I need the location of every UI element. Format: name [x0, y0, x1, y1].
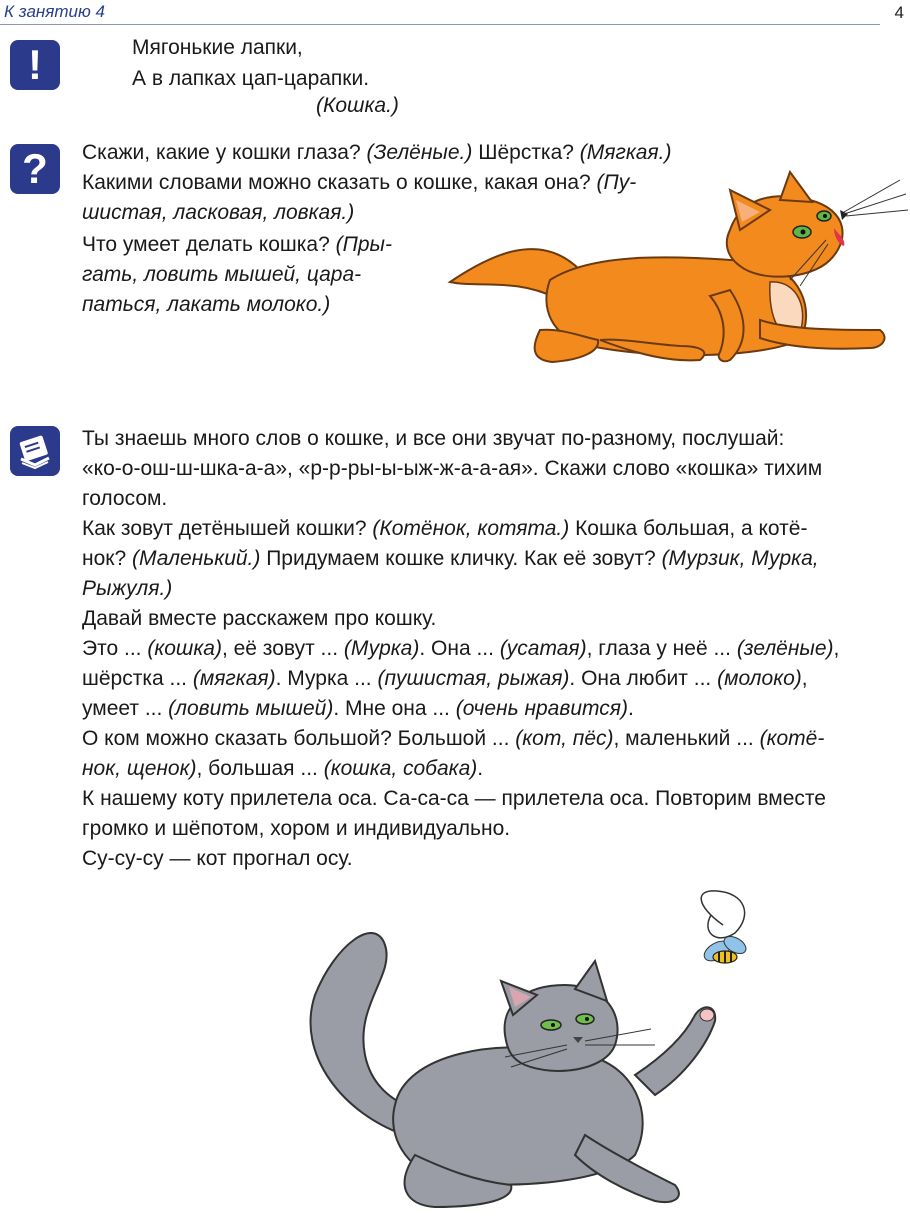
answer-segment: (котё-: [759, 727, 825, 750]
answer-segment: (усатая): [499, 637, 587, 660]
answer-segment: (Котёнок, котята.): [372, 517, 570, 540]
question-glyph: ?: [22, 145, 48, 192]
answer-segment: (Мурзик, Мурка,: [661, 547, 819, 570]
exclamation-glyph: !: [28, 41, 42, 88]
text-line: [82, 664, 910, 694]
text-line: Ты знаешь много слов о кошке, и все они звучат по-разному, послушай:: [82, 427, 785, 450]
header-divider: [0, 24, 880, 25]
answer-segment: (зелёные): [736, 637, 834, 660]
text-segment: умеет ...: [82, 697, 169, 720]
text-line: «ко-о-ош-ш-шка-а-а», «р-р-ры-ы-ыж-ж-а-а-ая». Скажи слово «кошка» тихим: [82, 457, 823, 480]
text-line: голосом.: [82, 487, 168, 510]
text-segment: Что умеет делать кошка?: [82, 233, 336, 256]
text-line: громко и шёпотом, хором и индивидуально.: [82, 817, 511, 840]
question-line-6: паться, лакать молоко.): [82, 293, 331, 316]
text-segment: ,: [801, 667, 808, 690]
text-segment: .: [477, 757, 484, 780]
answer-segment: (пушистая, рыжая): [377, 667, 570, 690]
answer-segment: нок, щенок): [82, 757, 197, 780]
text-segment: . Она любит ...: [569, 667, 718, 690]
text-line: [82, 514, 910, 544]
question-line-3: шистая, ласковая, ловкая.): [82, 201, 355, 224]
text-segment: нок?: [82, 547, 132, 570]
text-line: Су-су-су — кот прогнал осу.: [82, 847, 353, 870]
answer-segment: (Зелёные.): [366, 141, 473, 164]
answer-segment: (кошка, собака): [323, 757, 478, 780]
riddle-line-1: Мягонькие лапки,: [132, 36, 303, 59]
text-line: [82, 544, 910, 574]
question-line-4: [82, 230, 392, 260]
text-segment: ,: [833, 637, 840, 660]
page-header: [0, 0, 910, 30]
text-segment: . Мне она ...: [333, 697, 456, 720]
text-segment: Это ...: [82, 637, 148, 660]
question-line-1: [82, 138, 671, 168]
riddle-line-2: А в лапках цап-царапки.: [132, 67, 370, 90]
question-icon: [10, 144, 60, 194]
answer-segment: (очень нравится): [455, 697, 628, 720]
answer-segment: (кот, пёс): [515, 727, 614, 750]
text-segment: Какими словами можно сказать о кошке, какая она?: [82, 171, 597, 194]
text-segment: О ком можно сказать большой? Большой ...: [82, 727, 516, 750]
exclamation-icon: [10, 40, 60, 90]
text-line: Давай вместе расскажем про кошку.: [82, 607, 437, 630]
text-line: Рыжуля.): [82, 577, 173, 600]
text-line: [82, 634, 910, 664]
answer-segment: (Мурка): [343, 637, 420, 660]
text-segment: , глаза у неё ...: [586, 637, 737, 660]
answer-segment: (молоко): [717, 667, 802, 690]
header-title: К занятию 4: [4, 2, 105, 21]
book-icon: [10, 426, 60, 476]
riddle-answer: (Кошка.): [316, 94, 399, 117]
answer-segment: (мягкая): [192, 667, 276, 690]
gray-cat-illustration: [255, 885, 775, 1216]
text-line: К нашему коту прилетела оса. Са-са-са — прилетела оса. Повторим вместе: [82, 787, 826, 810]
text-segment: Скажи, какие у кошки глаза?: [82, 141, 367, 164]
answer-segment: (ловить мышей): [168, 697, 334, 720]
answer-segment: (Мягкая.): [579, 141, 672, 164]
answer-segment: (Маленький.): [131, 547, 261, 570]
text-segment: Придумаем кошке кличку. Как её зовут?: [260, 547, 662, 570]
text-line: [82, 754, 910, 784]
text-segment: , большая ...: [196, 757, 324, 780]
page-number: 4: [894, 3, 904, 22]
text-line: [82, 694, 910, 724]
text-segment: Как зовут детёнышей кошки?: [82, 517, 373, 540]
text-segment: . Мурка ...: [275, 667, 378, 690]
text-segment: шёрстка ...: [82, 667, 193, 690]
orange-cat-illustration: [430, 170, 910, 375]
text-segment: . Она ...: [419, 637, 500, 660]
text-segment: , её зовут ...: [221, 637, 344, 660]
text-segment: Кошка большая, а котё-: [569, 517, 808, 540]
answer-segment: (кошка): [147, 637, 222, 660]
answer-segment: (Пры-: [335, 233, 392, 256]
answer-segment: (Пу-: [596, 171, 637, 194]
text-segment: .: [627, 697, 634, 720]
book-icon-graphic: [15, 431, 55, 471]
text-line: [82, 724, 910, 754]
text-segment: , маленький ...: [613, 727, 760, 750]
question-line-5: гать, ловить мышей, цара-: [82, 263, 362, 286]
text-segment: Шёрстка?: [472, 141, 580, 164]
riddle: [132, 32, 369, 94]
main-text-block: [82, 424, 910, 874]
